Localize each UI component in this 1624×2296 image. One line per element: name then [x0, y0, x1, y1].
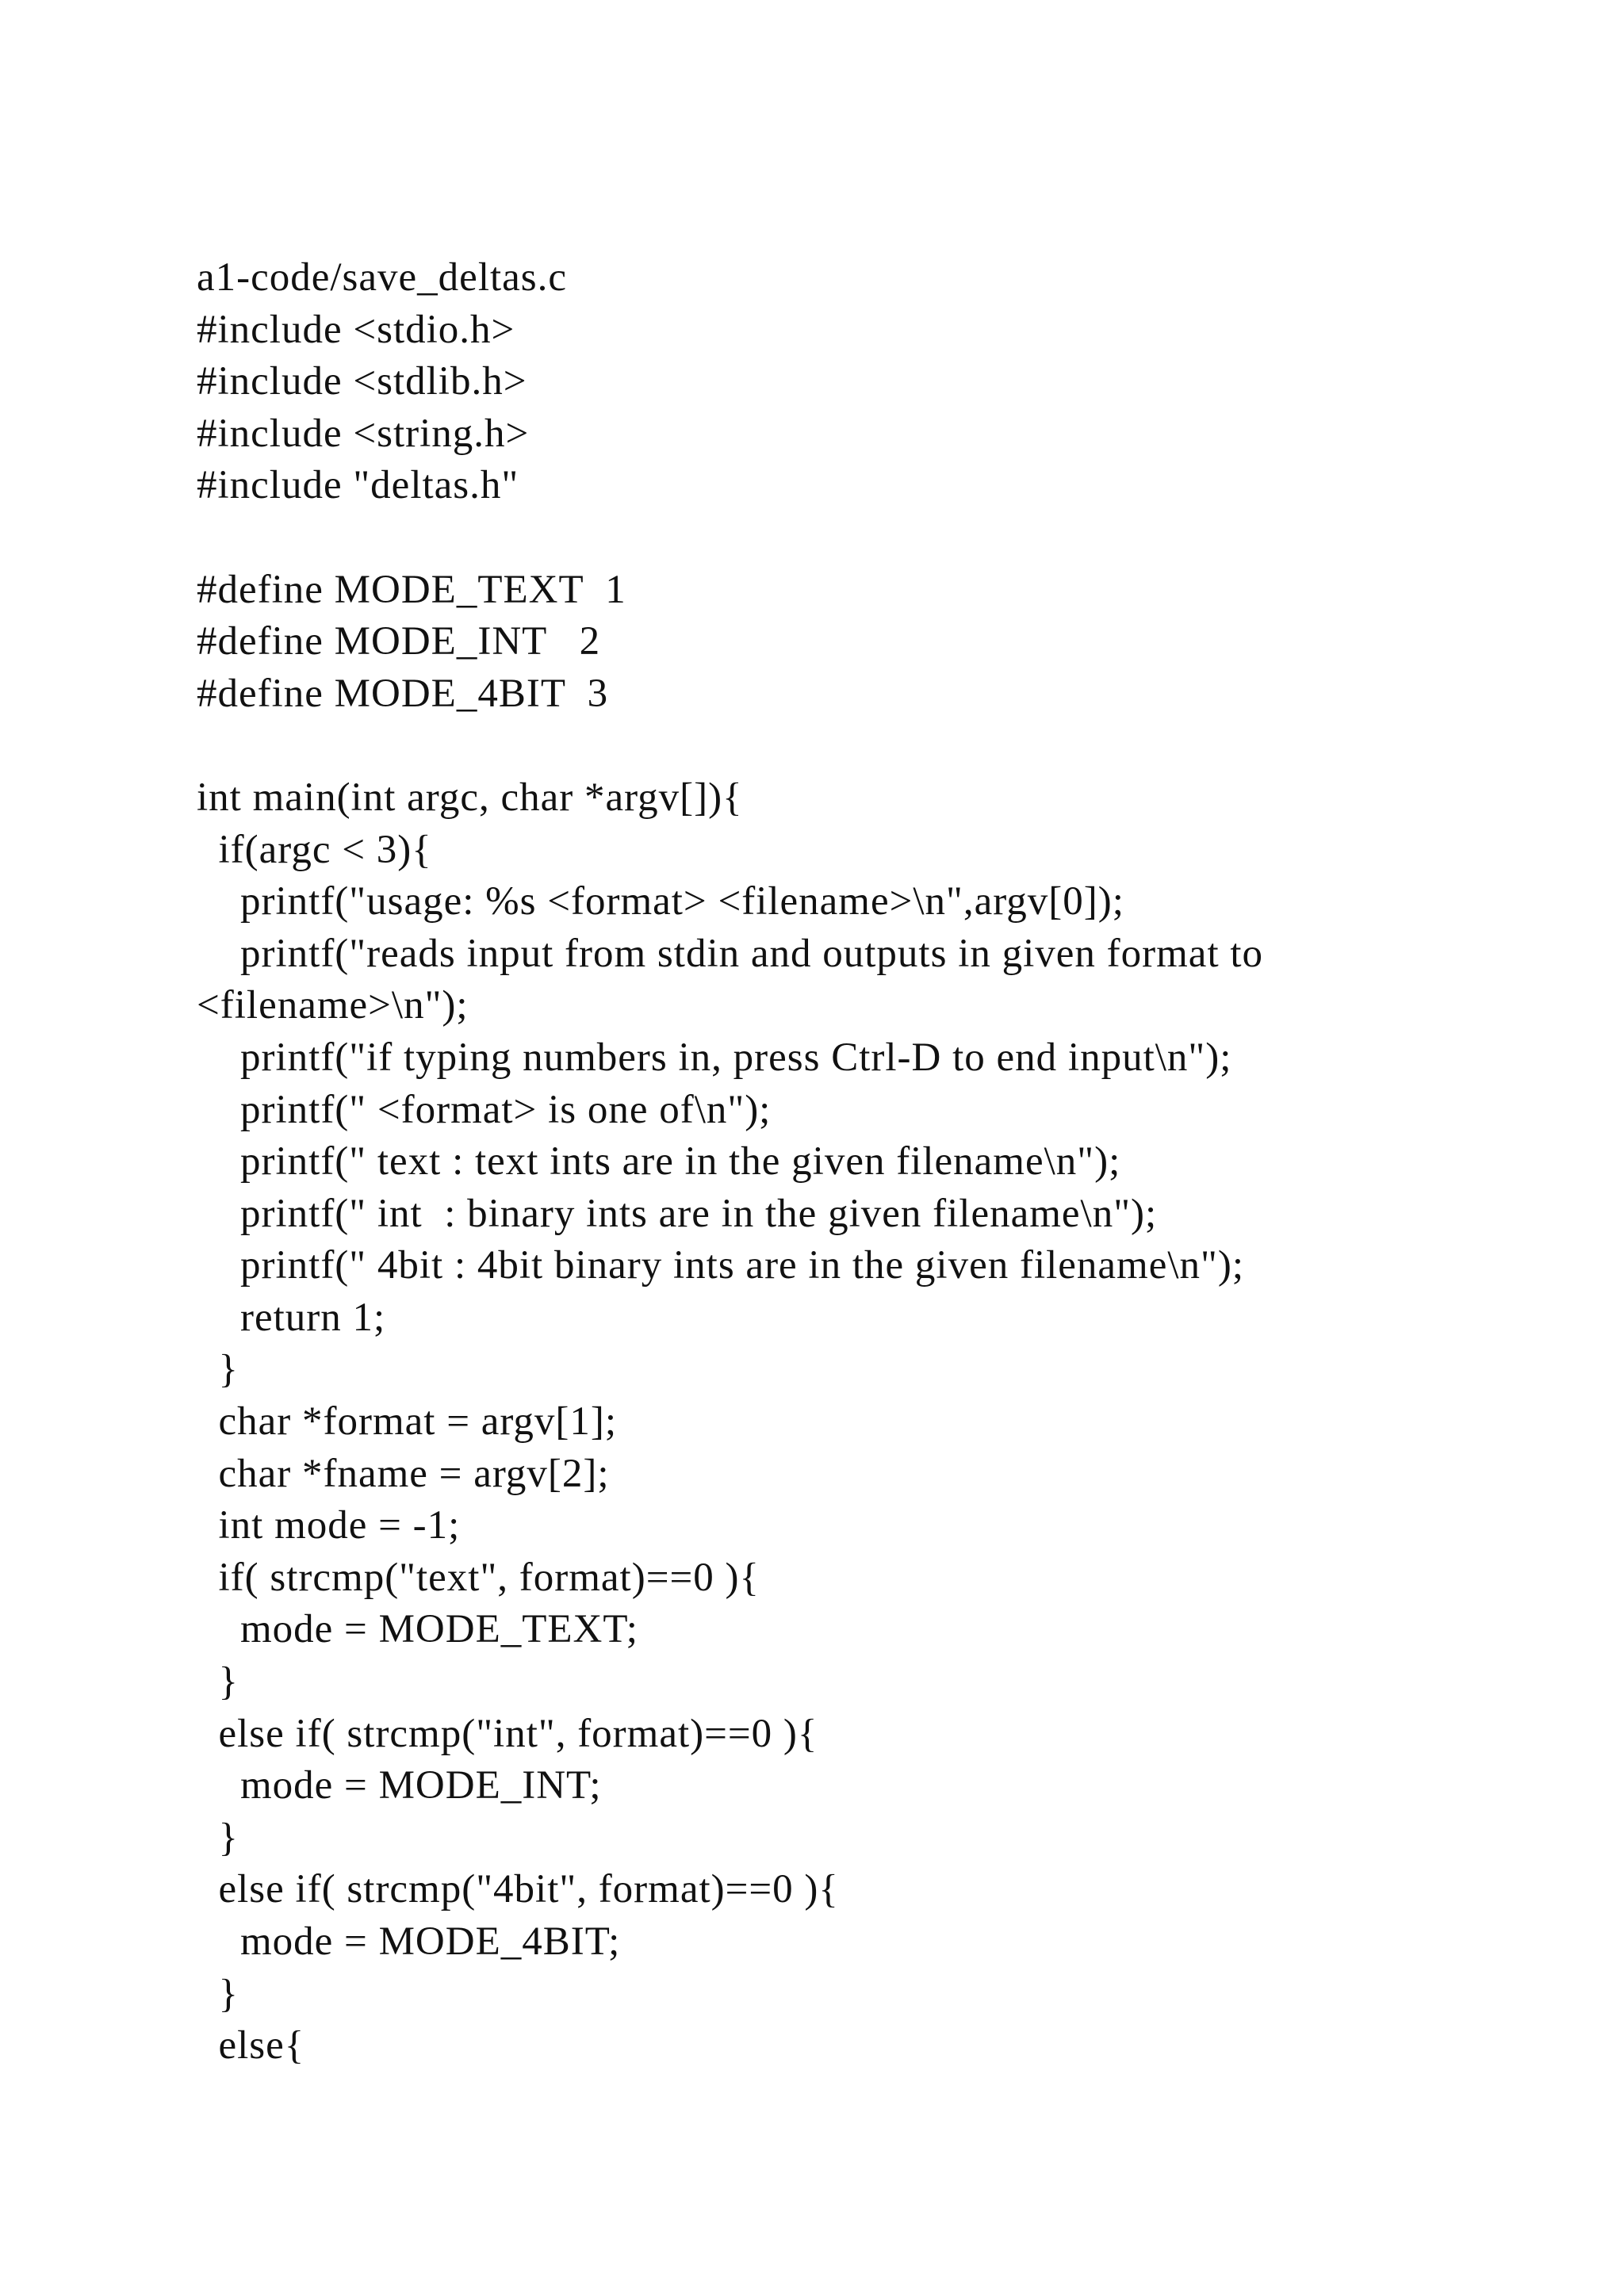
code-line: #define MODE_INT 2: [197, 619, 601, 664]
code-line: int main(int argc, char *argv[]){: [197, 775, 743, 820]
code-line: }: [197, 1659, 239, 1705]
blank-line: [197, 720, 1450, 772]
code-line: }: [197, 1347, 239, 1392]
code-listing: [197, 252, 1450, 2072]
code-line: #define MODE_TEXT 1: [197, 567, 626, 612]
code-line: else if( strcmp("4bit", format)==0 ){: [197, 1867, 839, 1912]
code-line: mode = MODE_INT;: [197, 1763, 602, 1808]
code-line: else if( strcmp("int", format)==0 ){: [197, 1711, 818, 1756]
code-line: char *fname = argv[2];: [197, 1451, 610, 1496]
code-line: printf("reads input from stdin and outputs in given format to: [197, 931, 1264, 976]
code-line: printf(" <format> is one of\n");: [197, 1087, 772, 1132]
code-line: mode = MODE_TEXT;: [197, 1607, 638, 1652]
blank-line: [197, 512, 1450, 564]
code-line: if(argc < 3){: [197, 827, 432, 872]
code-line: }: [197, 1971, 239, 2016]
code-line: printf("usage: %s <format> <filename>\n",argv[0]);: [197, 879, 1124, 924]
code-line: else{: [197, 2023, 305, 2068]
code-line: }: [197, 1815, 239, 1860]
code-line: if( strcmp("text", format)==0 ){: [197, 1555, 760, 1600]
file-path-line: a1-code/save_deltas.c: [197, 255, 568, 300]
code-line: #include "deltas.h": [197, 463, 519, 508]
code-line: char *format = argv[1];: [197, 1399, 618, 1445]
code-line: printf(" 4bit : 4bit binary ints are in the given filename\n");: [197, 1243, 1245, 1288]
code-line: #include <stdio.h>: [197, 307, 515, 352]
code-line: #define MODE_4BIT 3: [197, 671, 609, 716]
code-line: printf("if typing numbers in, press Ctrl-D to end input\n");: [197, 1035, 1232, 1080]
code-line: <filename>\n");: [197, 983, 469, 1028]
code-line: #include <string.h>: [197, 411, 530, 456]
code-line: #include <stdlib.h>: [197, 359, 527, 404]
code-line: printf(" int : binary ints are in the given filename\n");: [197, 1191, 1158, 1236]
code-line: mode = MODE_4BIT;: [197, 1919, 621, 1964]
code-line: int mode = -1;: [197, 1503, 461, 1548]
code-line: printf(" text : text ints are in the given filename\n");: [197, 1139, 1121, 1184]
code-line: return 1;: [197, 1295, 386, 1340]
